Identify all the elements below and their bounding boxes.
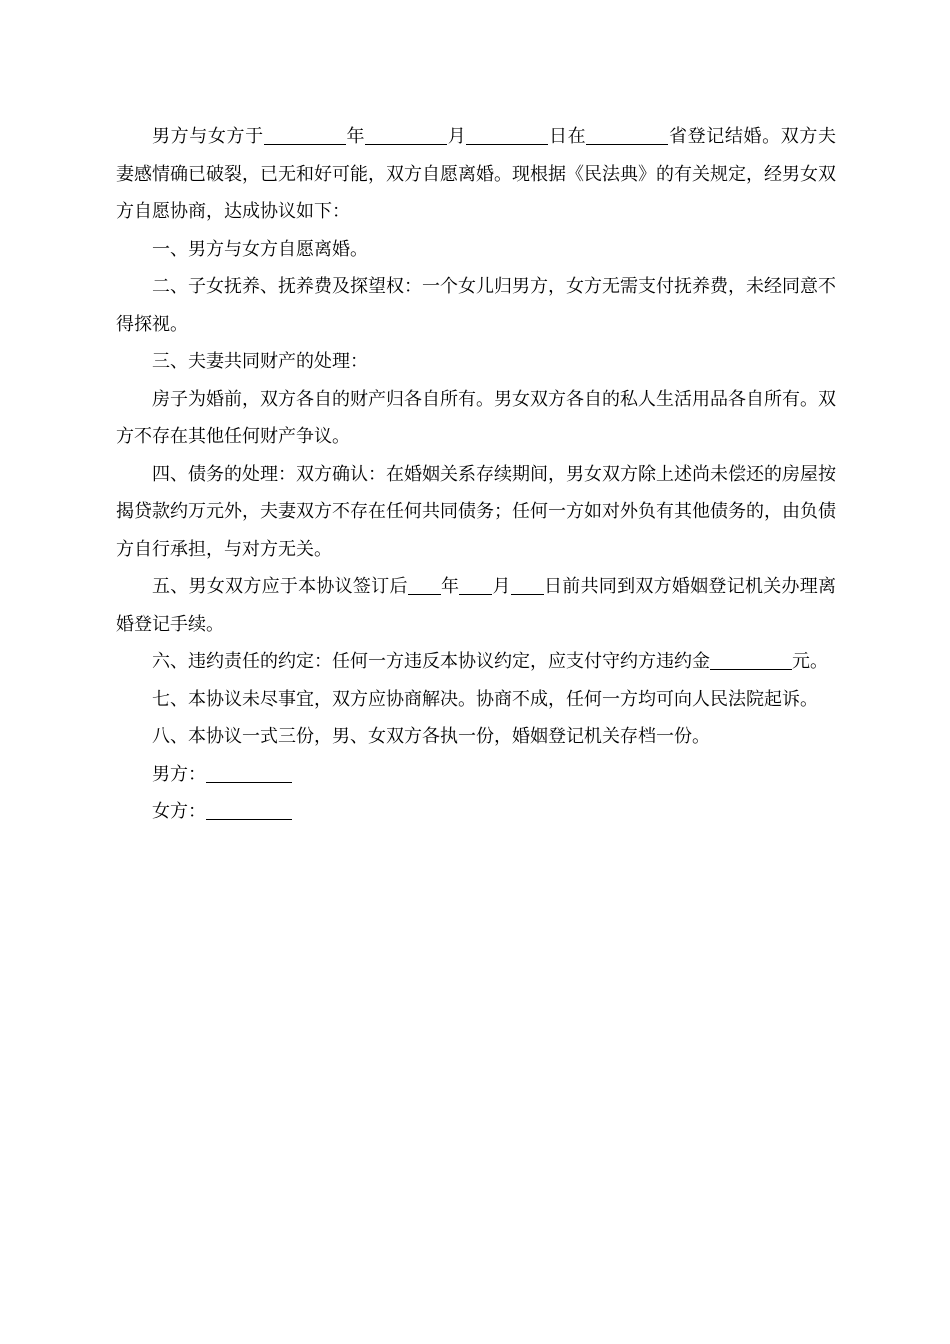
clause-3: 三、夫妻共同财产的处理： [152, 351, 368, 372]
month-label: 月 [492, 576, 511, 597]
clause-8: 八、本协议一式三份，男、女双方各执一份，婚姻登记机关存档一份。 [152, 726, 710, 747]
divorce-day-blank[interactable] [511, 572, 544, 595]
clause-4: 四、债务的处理：双方确认：在婚姻关系存续期间，男女双方除上述尚未偿还的房屋按揭贷款约万元外，夫妻双方不存在任何共同债务；任何一方如对外负有其他债务的，由负债方自行承担，与对方无关。 [116, 463, 836, 560]
month-label: 月 [447, 126, 467, 147]
clause-5 [116, 568, 836, 643]
clause-1: 一、男方与女方自愿离婚。 [152, 238, 368, 260]
marriage-year-blank[interactable] [264, 122, 346, 145]
currency-unit: 元。 [792, 651, 828, 672]
marriage-month-blank[interactable] [365, 122, 447, 145]
male-signature-line [116, 756, 836, 794]
marriage-day-blank[interactable] [466, 122, 548, 145]
year-label: 年 [345, 126, 366, 147]
penalty-amount-blank[interactable] [710, 647, 774, 670]
year-label: 年 [440, 576, 460, 597]
male-signature-label: 男方： [152, 763, 206, 785]
clause-5-text: 五、男女双方应于本协议签订后 [152, 576, 408, 597]
clause-6-text: 六、违约责任的约定：任何一方违反本协议约定，应支付守约方违约金 [152, 651, 710, 672]
opening-paragraph [116, 118, 836, 231]
female-signature-label: 女方： [152, 801, 206, 822]
clause-5-text-rest: 日前共同到双方婚姻登记机关办理离婚登记手续。 [116, 576, 837, 635]
clause-3-detail: 房子为婚前，双方各自的财产归各自所有。男女双方各自的私人生活用品各自所有。双方不存在其他任何财产争议。 [116, 388, 836, 447]
divorce-year-blank[interactable] [408, 572, 441, 595]
day-label: 日在 [548, 126, 587, 147]
clause-2: 二、子女抚养、抚养费及探望权：一个女儿归男方，女方无需支付抚养费，未经同意不得探视。 [116, 276, 836, 335]
opening-text-rest: 省登记结婚。双方夫妻感情确已破裂，已无和好可能，双方自愿离婚。现根据《民法典》的有关规定，经男女双方自愿协商，达成协议如下： [116, 126, 837, 222]
agreement-document [116, 118, 836, 831]
female-signature-line [116, 793, 836, 831]
female-signature-blank[interactable] [206, 797, 292, 820]
opening-text: 男方与女方于 [152, 126, 264, 147]
clause-6 [116, 643, 836, 681]
divorce-month-blank[interactable] [459, 572, 492, 595]
clause-7: 七、本协议未尽事宜，双方应协商解决。协商不成，任何一方均可向人民法院起诉。 [152, 688, 818, 710]
penalty-amount-blank-continued[interactable] [774, 647, 792, 670]
male-signature-blank[interactable] [206, 760, 292, 783]
province-blank[interactable] [586, 122, 668, 145]
